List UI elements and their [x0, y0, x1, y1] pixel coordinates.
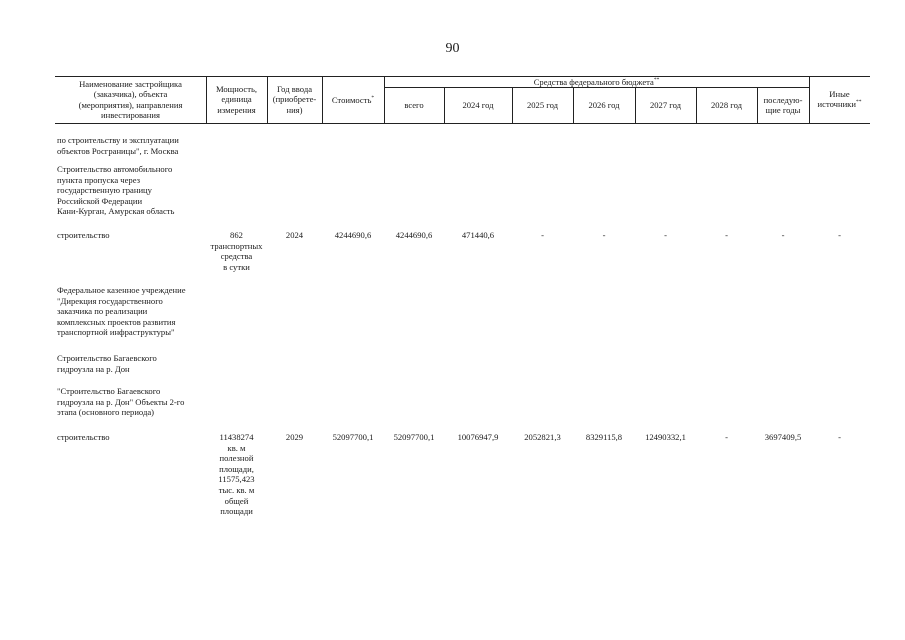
- header-2027: 2027 год: [649, 100, 682, 110]
- header-other-sources: Иные источники**: [817, 89, 862, 110]
- row-later: -: [781, 230, 785, 240]
- header-cost: Стоимость*: [331, 95, 375, 105]
- row-other: -: [838, 432, 841, 442]
- row-cost: 4244690,6: [334, 230, 372, 240]
- row-2024: 471440,6: [461, 230, 495, 240]
- row-capacity: 11438274 кв. м полезной площади, 11575,423 тыс. кв. м общей площади: [218, 432, 255, 517]
- header-federal-budget: Средства федерального бюджета**: [533, 77, 660, 87]
- row-2027: -: [664, 230, 667, 240]
- object-kani-kurgan: Строительство автомобильного пункта пропуска через государственную границу Российской Федерации Кани-Курган, Амурская область: [57, 164, 175, 217]
- row-2028: -: [725, 432, 728, 442]
- header-name: Наименование застройщика (заказчика), объекта (мероприятия), направления инвестирования: [78, 79, 183, 121]
- object-bagaevsky-stage2: "Строительство Багаевского гидроузла на р. Дон" Объекты 2-го этапа (основного периода): [57, 386, 185, 418]
- row-2025: -: [541, 230, 544, 240]
- header-later-years: последую- щие годы: [763, 95, 803, 116]
- row-2025: 2052821,3: [524, 432, 561, 442]
- header-total: всего: [404, 100, 424, 110]
- row-2026: 8329115,8: [585, 432, 623, 442]
- organization-fku: Федеральное казенное учреждение "Дирекция государственного заказчика по реализации комплексных проектов развития транспортной инфраструктуры": [57, 285, 186, 338]
- row-name: строительство: [57, 432, 110, 442]
- header-2024: 2024 год: [462, 100, 494, 110]
- row-2026: -: [602, 230, 606, 240]
- row-2027: 12490332,1: [645, 432, 686, 442]
- row-cost: 52097700,1: [332, 432, 374, 442]
- page-number: 90: [445, 41, 460, 56]
- row-total: 4244690,6: [395, 230, 433, 240]
- row-later: 3697409,5: [764, 432, 802, 442]
- row-year: 2029: [285, 432, 304, 442]
- header-capacity: Мощность, единица измерения: [215, 84, 258, 115]
- header-2025: 2025 год: [526, 100, 559, 110]
- row-2024: 10076947,9: [457, 432, 499, 442]
- row-capacity: 862 транспортных средства в сутки: [210, 230, 263, 272]
- header-bottom-rule: [55, 123, 870, 124]
- row-2028: -: [725, 230, 728, 240]
- row-total: 52097700,1: [393, 432, 435, 442]
- object-bagaevsky: Строительство Багаевского гидроузла на р. Дон: [57, 353, 157, 374]
- header-2028: 2028 год: [710, 100, 743, 110]
- row-other: -: [838, 230, 841, 240]
- header-2026: 2026 год: [588, 100, 620, 110]
- header-year: Год ввода (приобрете- ния): [272, 84, 317, 115]
- continuation-text: по строительству и эксплуатации объектов Росграницы", г. Москва: [57, 135, 179, 156]
- row-name: строительство: [57, 230, 110, 240]
- row-year: 2024: [285, 230, 304, 240]
